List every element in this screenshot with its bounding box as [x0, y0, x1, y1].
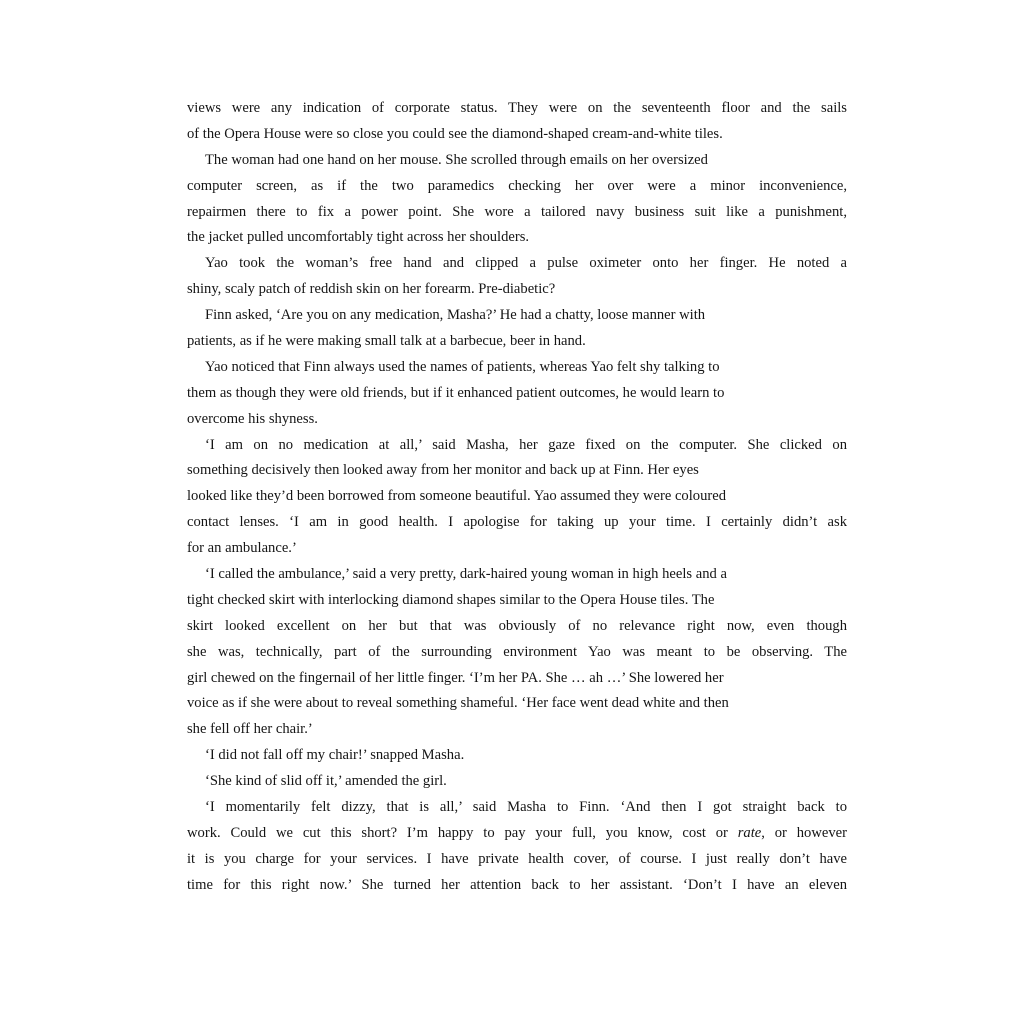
text-line: tight checked skirt with interlocking diamond shapes similar to the Opera House tiles. The	[187, 591, 715, 608]
text-line: contact lenses. ‘I am in good health. I apologise for taking up your time. I certainly didn’t ask	[187, 514, 847, 531]
text-line: voice as if she were about to reveal something shameful. ‘Her face went dead white and then	[187, 695, 729, 712]
text-line: girl chewed on the fingernail of her little finger. ‘I’m her PA. She … ah …’ She lowered her	[187, 669, 724, 686]
text-line: computer screen, as if the two paramedics checking her over were a minor inconvenience,	[187, 177, 847, 194]
text-line-segment: , or however	[761, 824, 847, 841]
text-line: ‘I momentarily felt dizzy, that is all,’ said Masha to Finn. ‘And then I got straight back to	[205, 799, 847, 816]
text-line: repairmen there to fix a power point. She wore a tailored navy business suit like a punishment,	[187, 203, 847, 220]
text-line: ‘I called the ambulance,’ said a very pretty, dark-haired young woman in high heels and a	[205, 566, 727, 583]
text-line: Finn asked, ‘Are you on any medication, Masha?’ He had a chatty, loose manner with	[205, 307, 706, 324]
text-line: the jacket pulled uncomfortably tight across her shoulders.	[187, 229, 530, 246]
text-line: shiny, scaly patch of reddish skin on her forearm. Pre-diabetic?	[187, 281, 556, 298]
text-line: something decisively then looked away from her monitor and back up at Finn. Her eyes	[187, 462, 699, 479]
text-line-segment: work. Could we cut this short? I’m happy to pay your full, you know, cost or	[187, 824, 738, 841]
text-line	[187, 821, 847, 847]
body-text	[187, 96, 847, 899]
text-line: time for this right now.’ She turned her attention back to her assistant. ‘Don’t I have an eleven	[187, 876, 847, 893]
text-line: overcome his shyness.	[187, 410, 318, 427]
text-line: Yao took the woman’s free hand and clipped a pulse oximeter onto her finger. He noted a	[205, 255, 847, 272]
text-line: it is you charge for your services. I have private health cover, of course. I just really don’t have	[187, 850, 847, 867]
text-line: patients, as if he were making small talk at a barbecue, beer in hand.	[187, 333, 586, 350]
text-line: of the Opera House were so close you could see the diamond-shaped cream-and-white tiles.	[187, 125, 723, 142]
text-line: them as though they were old friends, but if it enhanced patient outcomes, he would learn to	[187, 384, 725, 401]
text-line: she fell off her chair.’	[187, 721, 313, 738]
text-line: The woman had one hand on her mouse. She scrolled through emails on her oversized	[205, 151, 708, 168]
text-line: ‘I did not fall off my chair!’ snapped Masha.	[205, 747, 465, 764]
text-line: Yao noticed that Finn always used the names of patients, whereas Yao felt shy talking to	[205, 358, 720, 375]
text-line: ‘She kind of slid off it,’ amended the girl.	[205, 773, 447, 790]
text-line: skirt looked excellent on her but that was obviously of no relevance right now, even though	[187, 617, 847, 634]
text-line: ‘I am on no medication at all,’ said Masha, her gaze fixed on the computer. She clicked on	[205, 436, 847, 453]
text-line: for an ambulance.’	[187, 540, 297, 557]
text-line: she was, technically, part of the surrounding environment Yao was meant to be observing. The	[187, 643, 847, 660]
text-line: looked like they’d been borrowed from someone beautiful. Yao assumed they were coloured	[187, 488, 727, 505]
text-line: views were any indication of corporate status. They were on the seventeenth floor and the sails	[187, 100, 847, 116]
emphasis-word: rate	[737, 824, 762, 841]
